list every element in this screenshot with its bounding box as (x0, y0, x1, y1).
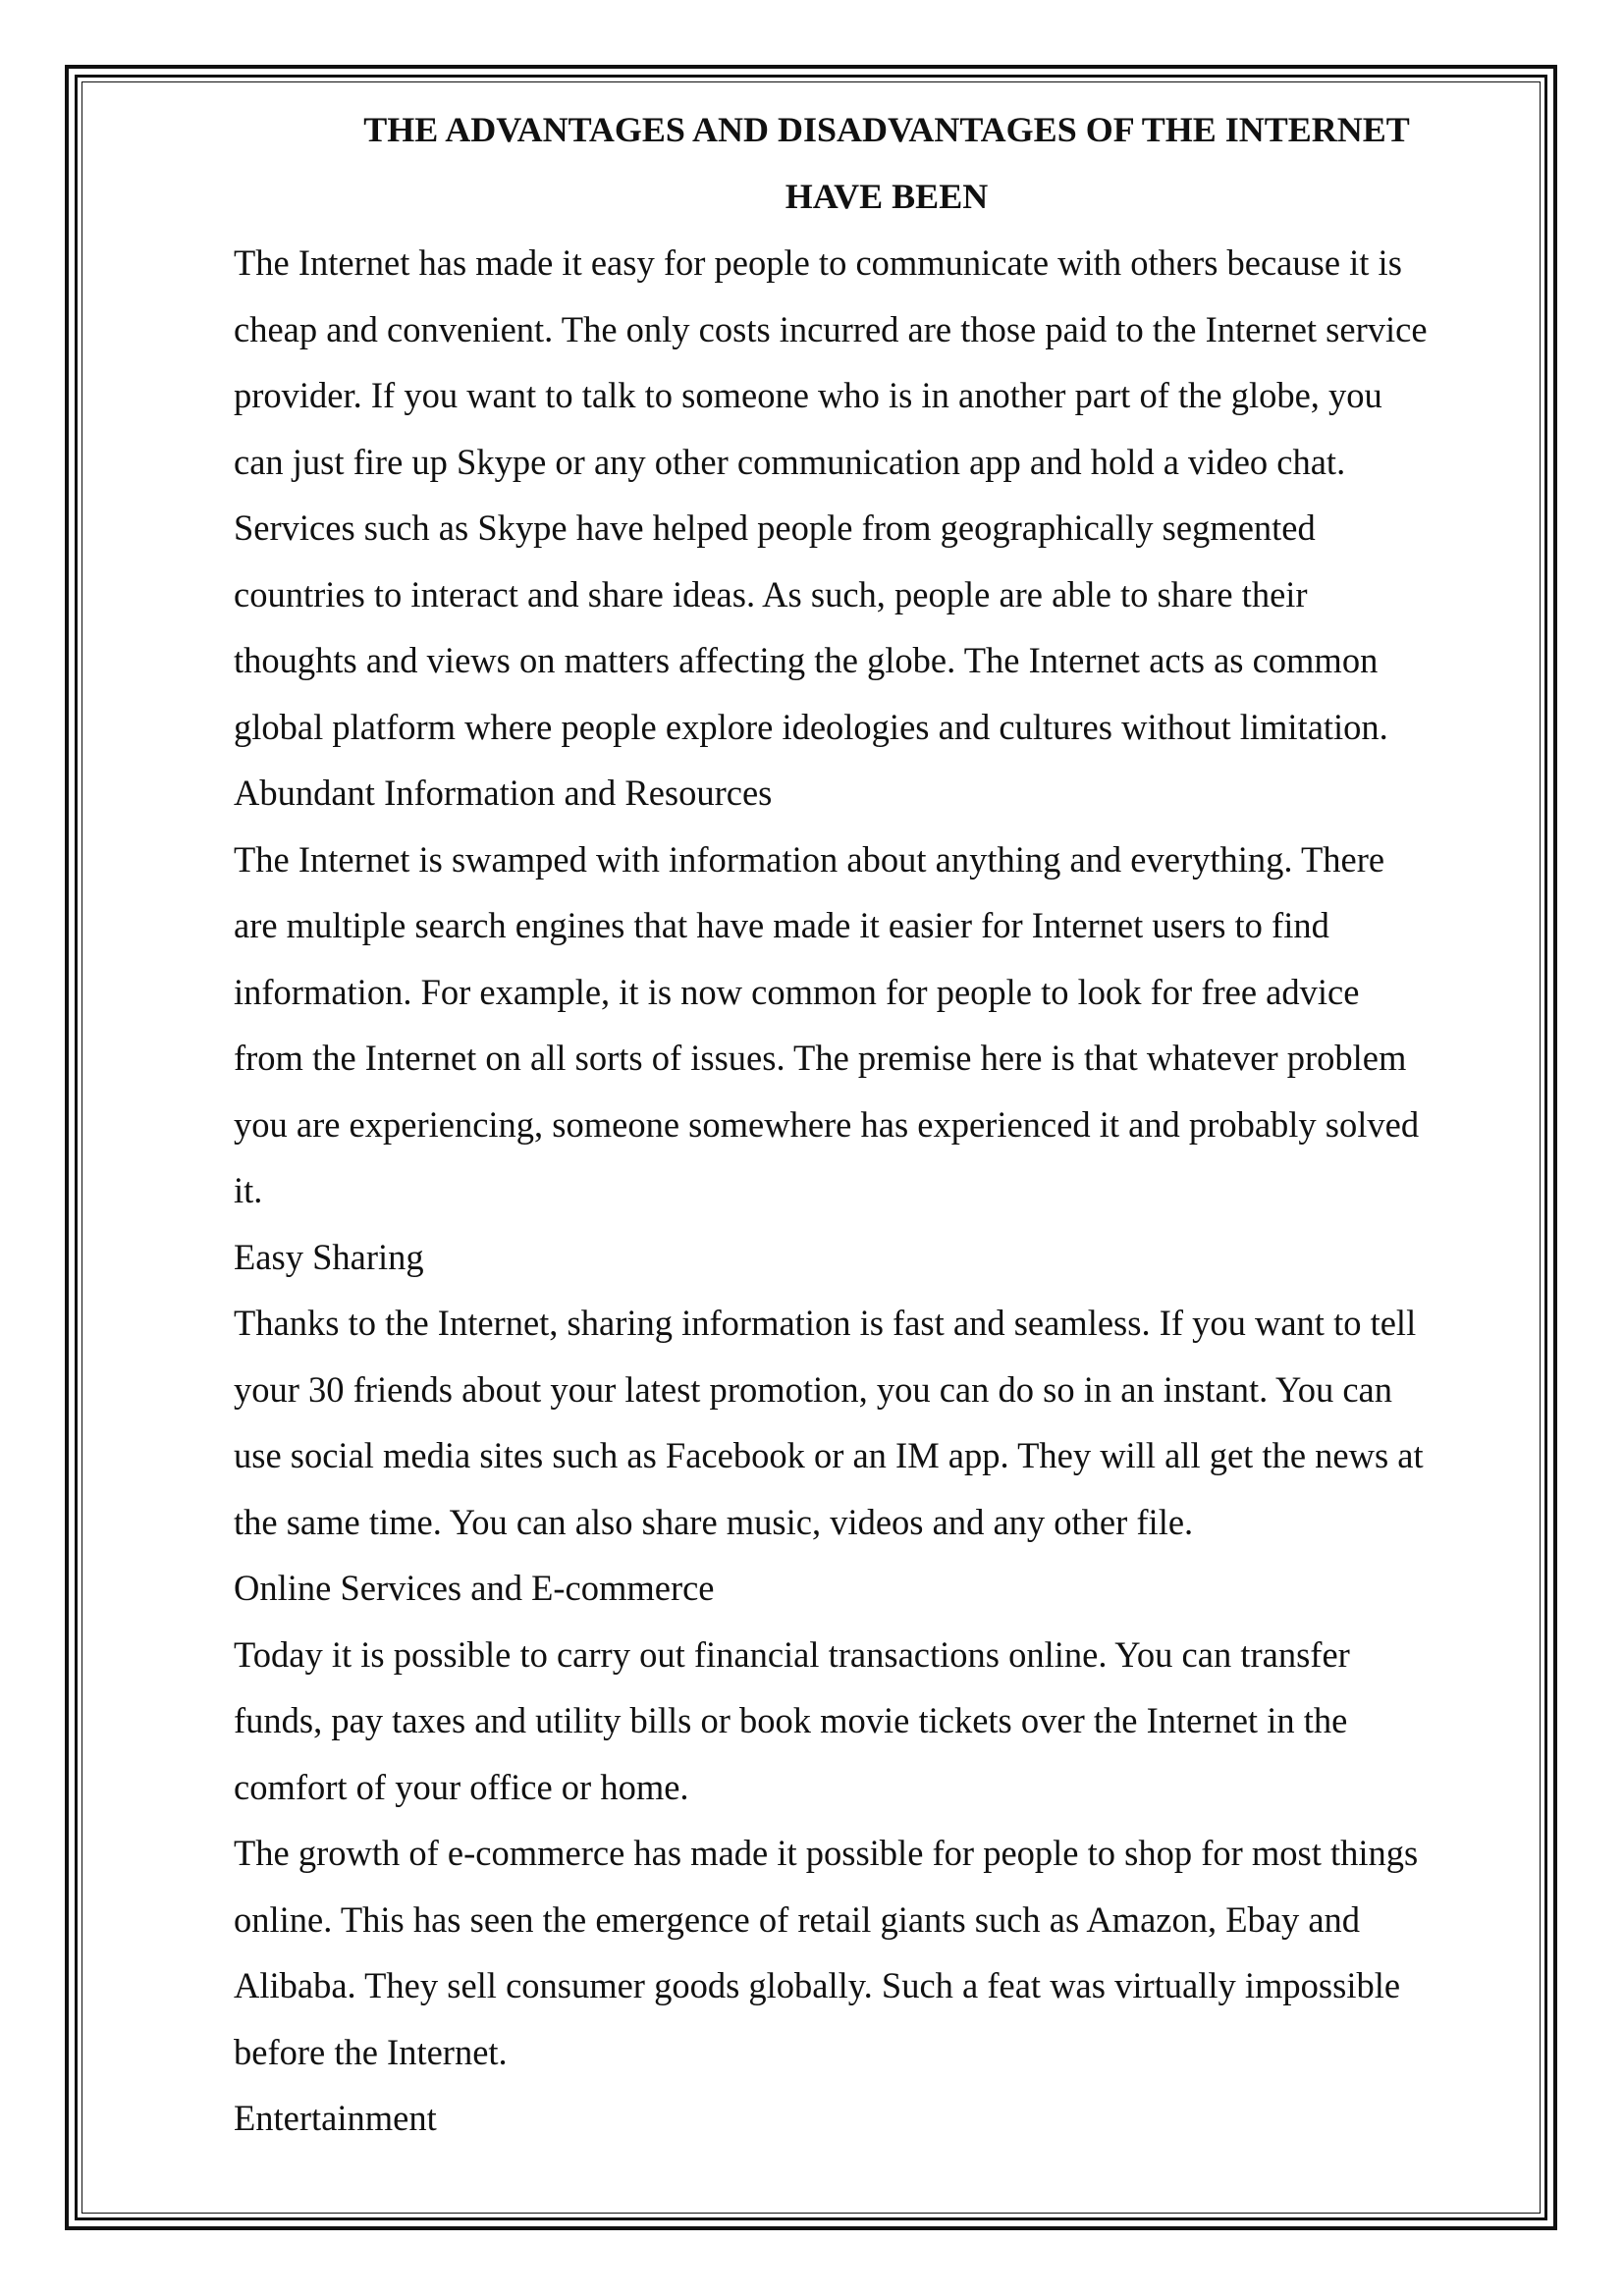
section-heading-easy-sharing: Easy Sharing (234, 1236, 424, 1277)
section-heading-abundant-information: Abundant Information and Resources (234, 773, 773, 813)
section-heading-entertainment: Entertainment (234, 2098, 437, 2138)
text-line: Today it is possible to carry out financial transactions online. You can transfer (234, 1633, 1350, 1675)
text-line: from the Internet on all sorts of issues. The premise here is that whatever problem (234, 1038, 1407, 1078)
section-heading-online-services: Online Services and E-commerce (234, 1568, 715, 1608)
document-title-line-2: HAVE BEEN (785, 177, 989, 216)
text-line: you are experiencing, someone somewhere has experienced it and probably solved (234, 1103, 1420, 1145)
text-line: use social media sites such as Facebook or an IM app. They will all get the news at (234, 1435, 1424, 1475)
text-line: global platform where people explore ideologies and cultures without limitation. (234, 706, 1388, 747)
text-line: cheap and convenient. The only costs incurred are those paid to the Internet service (234, 308, 1428, 349)
text-line: are multiple search engines that have made it easier for Internet users to find (234, 905, 1329, 945)
text-line: countries to interact and share ideas. As such, people are able to share their (234, 573, 1308, 614)
text-line: The growth of e-commerce has made it possible for people to shop for most things (234, 1833, 1419, 1873)
text-line: online. This has seen the emergence of retail giants such as Amazon, Ebay and (234, 1898, 1361, 1940)
text-line: Thanks to the Internet, sharing information is fast and seamless. If you want to tell (234, 1303, 1417, 1343)
document-body (234, 96, 1520, 2152)
text-line: information. For example, it is now common for people to look for free advice (234, 971, 1360, 1012)
text-line: provider. If you want to talk to someone who is in another part of the globe, you (234, 375, 1382, 415)
text-line: before the Internet. (234, 2031, 508, 2072)
text-line: The Internet is swamped with information about anything and everything. There (234, 838, 1385, 880)
text-line: the same time. You can also share music, videos and any other file. (234, 1501, 1194, 1542)
text-line: your 30 friends about your latest promotion, you can do so in an instant. You can (234, 1368, 1393, 1410)
text-line: The Internet has made it easy for people to communicate with others because it is (234, 242, 1402, 283)
text-line: comfort of your office or home. (234, 1766, 689, 1807)
text-line: can just fire up Skype or any other communication app and hold a video chat. (234, 441, 1346, 482)
text-line: Alibaba. They sell consumer goods globally. Such a feat was virtually impossible (234, 1965, 1401, 2005)
text-line: thoughts and views on matters affecting the globe. The Internet acts as common (234, 640, 1379, 680)
text-line: funds, pay taxes and utility bills or book movie tickets over the Internet in the (234, 1700, 1348, 1740)
text-line: it. (234, 1170, 263, 1210)
text-line: Services such as Skype have helped people from geographically segmented (234, 507, 1316, 548)
document-title-line-1: THE ADVANTAGES AND DISADVANTAGES OF THE INTERNET (363, 110, 1410, 149)
